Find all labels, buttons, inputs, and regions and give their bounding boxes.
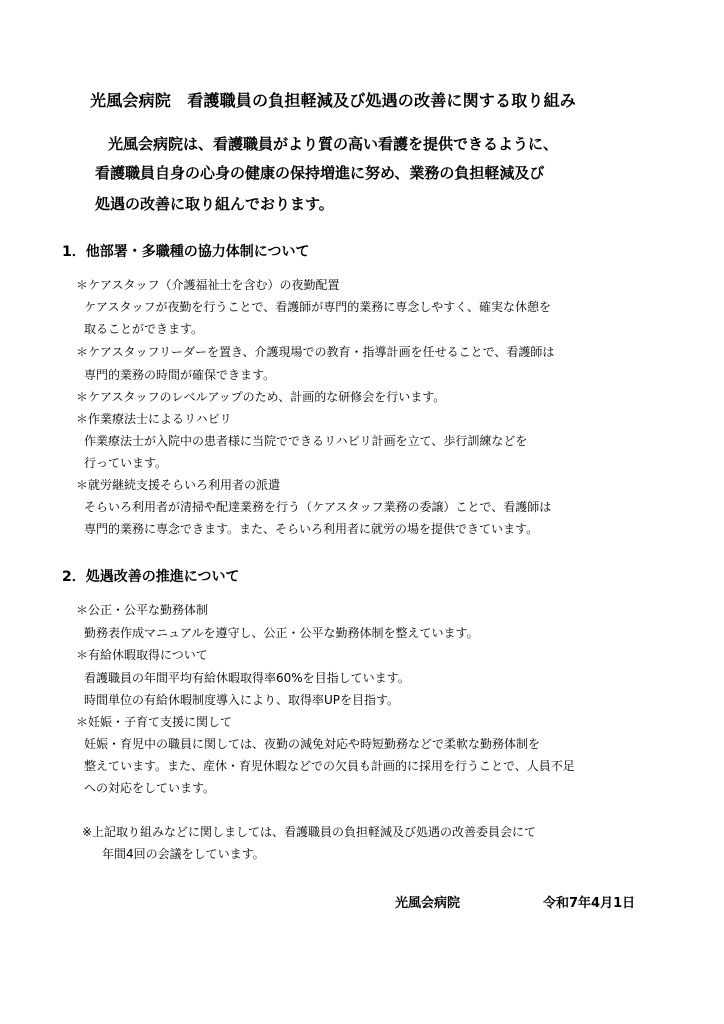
section-2-line-5: 時間単位の有給休暇制度導入により、取得率UPを目指す。 bbox=[84, 693, 400, 707]
section-1-line-2: ケアスタッフが夜勤を行うことで、看護師が専門的業務に専念しやすく、確実な休憩を bbox=[84, 300, 552, 314]
section-1-line-9: 行っています。 bbox=[84, 456, 168, 470]
intro-line-3: 処遇の改善に取り組んでおります。 bbox=[95, 195, 334, 213]
section-2-line-8: 整えています。また、産休・育児休暇などでの欠員も計画的に採用を行うことで、人員不足 bbox=[84, 759, 575, 773]
section-2-line-2: 勤務表作成マニュアルを遵守し、公正・公平な勤務体制を整えています。 bbox=[84, 626, 479, 640]
section-1-line-1: ＊ケアスタッフ（介護福祉士を含む）の夜勤配置 bbox=[76, 278, 340, 292]
section-1-line-6: ＊ケアスタッフのレベルアップのため、計画的な研修会を行います。 bbox=[76, 390, 446, 404]
section-2-line-7: 妊娠・育児中の職員に関しては、夜勤の減免対応や時短勤務などで柔軟な勤務体制を bbox=[84, 737, 541, 751]
section-2-line-9: への対応をしています。 bbox=[84, 781, 216, 795]
note-line-1: ※上記取り組みなどに関しましては、看護職員の負担軽減及び処遇の改善委員会にて bbox=[82, 825, 537, 839]
page-title: 光風会病院 看護職員の負担軽減及び処遇の改善に関する取り組み bbox=[90, 91, 577, 110]
section-2-line-1: ＊公正・公平な勤務体制 bbox=[76, 603, 209, 617]
footer-hospital-name: 光風会病院 bbox=[395, 896, 461, 911]
section-1-line-11: そらいろ利用者が清掃や配達業務を行う（ケアスタッフ業務の委譲）ことで、看護師は bbox=[84, 500, 552, 514]
section-1-line-10: ＊就労継続支援そらいろ利用者の派遣 bbox=[76, 478, 281, 492]
section-1-line-3: 取ることができます。 bbox=[84, 322, 204, 336]
section-1-heading: 1．他部署・多職種の協力体制について bbox=[62, 244, 310, 260]
section-1-line-8: 作業療法士が入院中の患者様に当院でできるリハビリ計画を立て、歩行訓練などを bbox=[84, 434, 528, 448]
section-2-heading: 2．処遇改善の推進について bbox=[62, 569, 240, 585]
intro-line-2: 看護職員自身の心身の健康の保持増進に努め、業務の負担軽減及び bbox=[95, 164, 545, 182]
footer-date: 令和7年4月1日 bbox=[543, 896, 636, 911]
section-1-line-5: 専門的業務の時間が確保できます。 bbox=[84, 368, 276, 382]
section-2-line-6: ＊妊娠・子育て支援に関して bbox=[76, 715, 233, 729]
section-1-line-4: ＊ケアスタッフリーダーを置き、介護現場での教育・指導計画を任せることで、看護師は bbox=[76, 345, 555, 359]
section-2-line-3: ＊有給休暇取得について bbox=[76, 648, 208, 662]
section-2-line-4: 看護職員の年間平均有給休暇取得率60%を目指しています。 bbox=[84, 671, 410, 685]
note-line-2: 年間4回の会議をしています。 bbox=[102, 847, 265, 861]
section-1-line-12: 専門的業務に専念できます。また、そらいろ利用者に就労の場を提供できています。 bbox=[84, 522, 539, 536]
section-1-line-7: ＊作業療法士によるリハビリ bbox=[76, 412, 232, 426]
intro-line-1: 光風会病院は、看護職員がより質の高い看護を提供できるように、 bbox=[108, 135, 559, 153]
